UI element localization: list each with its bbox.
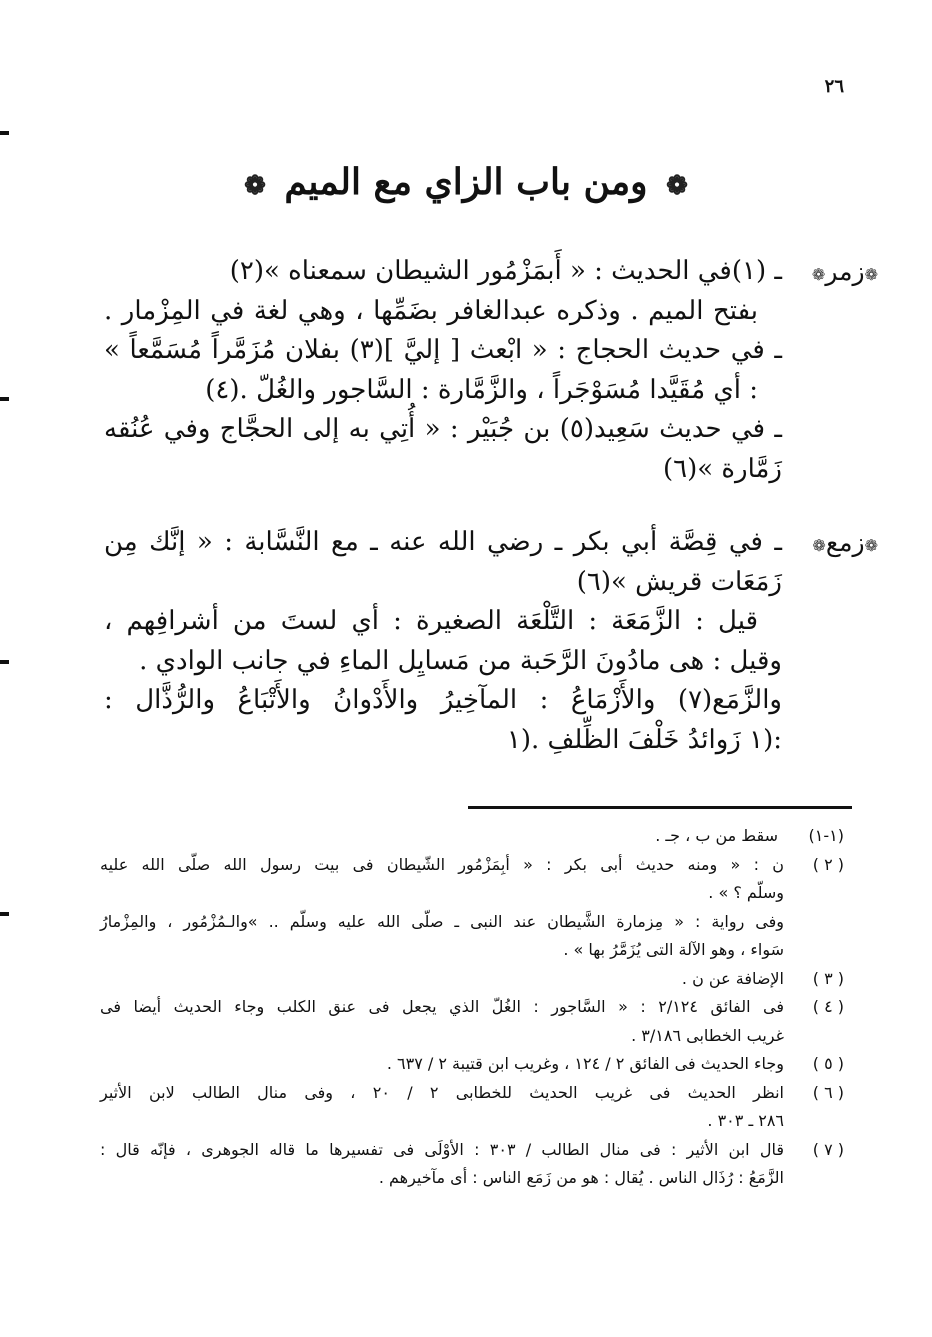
margin-mark	[0, 397, 9, 401]
footnote-text: انظر الحديث فى غريب الحديث للخطابى ٢ / ٢٠ ، وفى منال الطالب لابن الأثير	[100, 1082, 785, 1102]
footnote-number: ( ٧ )	[812, 1139, 844, 1159]
footnote-text: قال ابن الأثير : فى منال الطالب / ٣٠٣ : الأوْلَى فى تفسيرها ما قاله الجوهرى ، فإنّه قال :	[100, 1139, 784, 1159]
chapter-title-text: ومن باب الزاي مع الميم	[284, 161, 648, 203]
ornament-icon: ❁	[811, 265, 826, 284]
footnotes	[100, 822, 842, 1193]
entry-line: زَمَعَات قريش »(٦)	[576, 566, 782, 597]
footnote-continuation: وسلّم ؟ » .	[708, 883, 784, 902]
footnote-number: ( ٤ )	[812, 997, 844, 1016]
footnote	[100, 965, 842, 994]
footnote-continuation: الزَّمَعُ : رُذَال الناس . يُقال : هو من زَمَع الناس : أى مآخيرهم .	[378, 1168, 784, 1187]
footnote-text: وجاء الحديث فى الفائق ٢ / ١٢٤ ، وغريب ابن قتيبة ٢ / ٦٣٧ .	[386, 1054, 784, 1073]
footnote	[100, 993, 842, 1022]
ornament-icon: ❁	[666, 171, 688, 201]
entry-line: قيل : الزَّمَعَة : التَّلْعَة الصغيرة : أي لستَ من أشرافِهم ،	[104, 606, 758, 636]
footnote-continuation: وفى رواية : « مِزمارة الشَّيطان عند النبى ـ صلّى الله عليه وسلّم .. »والـمُزْمُور ، والمِزْمارُ	[100, 911, 784, 931]
margin-mark	[0, 660, 9, 664]
footnote-text: فى الفائق ٢/١٢٤ : « السَّاجور : الغُلّ الذي يجعل فى عنق الكلب وجاء الحديث أيضا فى	[100, 997, 784, 1016]
footnote	[100, 851, 842, 880]
margin-mark	[0, 912, 9, 916]
entry-line: :(١ زَوائدُ خَلْفَ الظِّلفِ .(١	[506, 724, 782, 755]
entry-line: : أي مُقَيَّدا مُسَوْجَراً ، والزَّمَّارة : السَّاجور والغُلّ .(٤)	[205, 374, 758, 405]
entry-line: ـ في قِصَّة أبي بكر ـ رضي الله عنه ـ مع النَّسَّابة : « إنَّك مِن	[104, 527, 782, 557]
footnote-number: ( ٢ )	[812, 854, 844, 874]
footnote-text: الإضافة عن ن .	[681, 968, 784, 988]
entry-line: ـ في حديث الحجاج : « ابْعث [ إليَّ ](٣) بفلان مُزَمَّراً مُسَمَّعاً »	[104, 335, 782, 365]
footnote-number: ( ٣ )	[812, 968, 844, 988]
footnote	[100, 1079, 842, 1108]
footnote-continuation: سَواء ، وهو الآلة التى يُزَمَّرُ بها » .	[563, 940, 784, 959]
ornament-icon: ❁	[812, 536, 826, 555]
page-number: ٢٦	[824, 76, 844, 97]
entry-line: بفتح الميم . وذكره عبدالغافر بضَمِّها ، وهي لغة في المِزْمار .	[104, 295, 758, 326]
entry-line: ـ في حديث سَعِيد(٥) بن جُبَيْر : « أُتِي به إلى الحجَّاج وفي عُنُقه	[104, 414, 782, 444]
footnote	[100, 1050, 842, 1079]
footnote	[100, 822, 842, 851]
entry-text-zamr	[104, 252, 782, 489]
entry-line: ـ (١)في الحديث : « أَبمَزْمُور الشيطان سمعناه »(٢)	[229, 256, 782, 286]
footnote-number: (١-١)	[808, 826, 844, 845]
ornament-icon: ❁	[864, 265, 878, 284]
entry-text-zama	[104, 523, 782, 760]
footnote-number: ( ٥ )	[812, 1054, 844, 1073]
entry-line: والزَّمَع(٧) والأَزْمَاعُ : المآخِيرُ والأَدْوانُ والأَتْبَاعُ والرُّذَّال :	[104, 685, 782, 715]
footnote-text: ن : « ومنه حديث أبى بكر : « أبِمَزْمُور الشّيطان فى بيت رسول الله صلّى الله عليه	[100, 854, 784, 874]
footnote	[100, 1136, 842, 1165]
footnote-text: سقط من ب ، جـ .	[655, 826, 778, 845]
footnote-continuation: ٢٨٦ ـ ٣٠٣ .	[707, 1111, 784, 1130]
chapter-title	[0, 152, 932, 216]
ornament-icon: ❁	[864, 536, 878, 555]
entry-word-zamr: ❁زمر❁	[811, 257, 878, 286]
footnote-separator	[468, 806, 852, 809]
entry-word-zama: ❁زمع❁	[812, 528, 878, 557]
entry-line: وقيل : هى مادُونَ الرَّحَبة من مَسايِل الماءِ في جانب الوادي .	[139, 645, 782, 676]
margin-mark	[0, 131, 9, 135]
ornament-icon: ❁	[244, 171, 266, 201]
footnote-number: ( ٦ )	[812, 1082, 844, 1102]
footnote-continuation: غريب الخطابى ٣/١٨٦ .	[631, 1025, 784, 1045]
entry-line: زَمَّارة »(٦)	[662, 453, 782, 484]
